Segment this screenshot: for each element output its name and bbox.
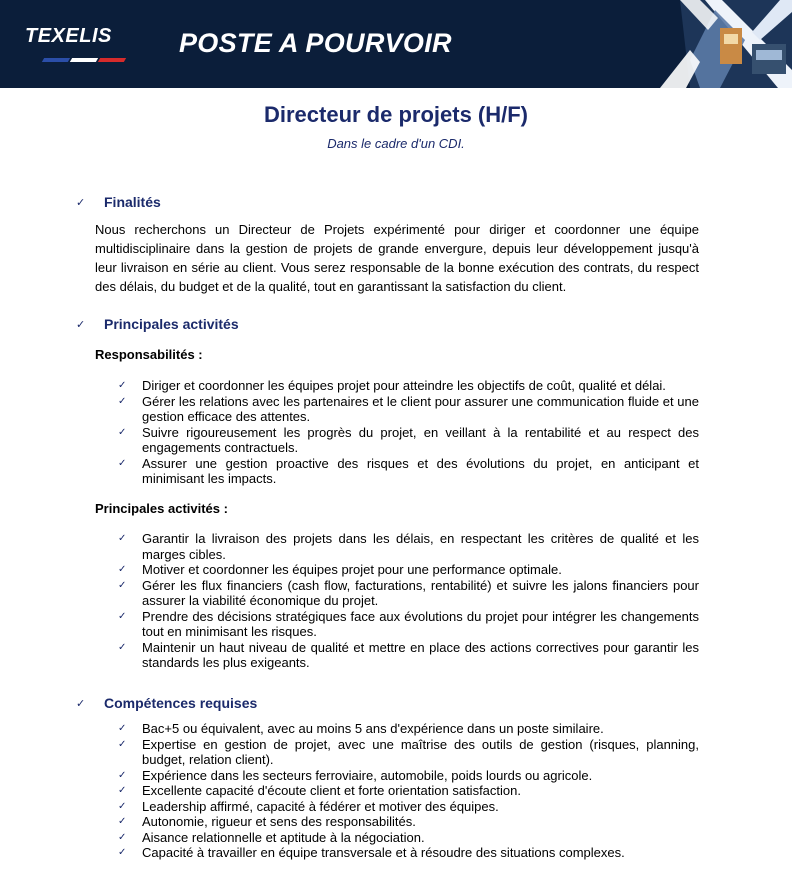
list-item: ✓ Diriger et coordonner les équipes projet pour atteindre les objectifs de coût, qualité et délai. xyxy=(118,378,666,393)
list-item: ✓ Garantir la livraison des projets dans les délais, en respectant les critères de qualité et les marges cibles. xyxy=(118,531,699,562)
list-item: ✓ Autonomie, rigueur et sens des responsabilités. xyxy=(118,814,416,829)
checkmark-icon: ✓ xyxy=(118,816,127,827)
texelis-logo xyxy=(25,25,125,69)
list-item: ✓ Suivre rigoureusement les progrès du projet, en veillant à la rentabilité et au respect des engagements contractuels. xyxy=(118,424,699,455)
principales-activites-heading: Principales activités : xyxy=(95,501,228,516)
checkmark-icon: ✓ xyxy=(76,196,86,209)
list-item: ✓ Expertise en gestion de projet, avec une maîtrise des outils de gestion (risques, planning, budget, relation client). xyxy=(118,736,699,767)
checkmark-icon: ✓ xyxy=(118,457,127,469)
brand-name: TEXELIS xyxy=(25,25,112,47)
checkmark-icon: ✓ xyxy=(118,831,127,843)
list-item: ✓ Aisance relationnelle et aptitude à la négociation. xyxy=(118,829,425,845)
list-item: ✓ Capacité à travailler en équipe transversale et à résoudre des situations complexes. xyxy=(118,845,625,860)
list-item: ✓ Motiver et coordonner les équipes projet pour une performance optimale. xyxy=(118,562,562,577)
checkmark-icon: ✓ xyxy=(118,723,127,734)
list-item: ✓ Gérer les relations avec les partenaires et le client pour assurer une communication fluide et une gestion efficace des attentes. xyxy=(118,393,699,424)
job-title: Directeur de projets (H/F) xyxy=(263,102,529,127)
header-title: POSTE A POURVOIR xyxy=(179,28,452,58)
list-item: ✓ Excellente capacité d'écoute client et forte orientation satisfaction. xyxy=(118,783,521,798)
checkmark-icon: ✓ xyxy=(118,769,127,781)
list-item: ✓ Expérience dans les secteurs ferroviaire, automobile, poids lourds ou agricole. xyxy=(118,767,593,783)
checkmark-icon: ✓ xyxy=(118,641,127,653)
checkmark-icon: ✓ xyxy=(118,380,127,391)
section-title: Finalités xyxy=(104,194,161,210)
checkmark-icon: ✓ xyxy=(118,426,127,438)
list-item: ✓ Gérer les flux financiers (cash flow, facturations, rentabilité) et suivre les jalons financiers pour assurer la viabilité économique du projet. xyxy=(118,577,699,608)
checkmark-icon: ✓ xyxy=(118,564,127,575)
responsabilites-heading: Responsabilités : xyxy=(95,347,203,362)
competences-list xyxy=(118,721,699,861)
checkmark-icon: ✓ xyxy=(76,318,86,331)
list-item: ✓ Bac+5 ou équivalent, avec au moins 5 ans d'expérience dans un poste similaire. xyxy=(118,721,604,736)
header-banner xyxy=(0,0,792,88)
flag-stripe-icon xyxy=(43,58,127,62)
checkmark-icon: ✓ xyxy=(118,395,127,407)
vehicles-collage-image xyxy=(660,0,792,88)
checkmark-icon: ✓ xyxy=(118,847,127,858)
section-title: Compétences requises xyxy=(104,695,258,711)
checkmark-icon: ✓ xyxy=(118,738,127,750)
responsabilites-list xyxy=(118,378,699,487)
list-item: ✓ Maintenir un haut niveau de qualité et mettre en place des actions correctives pour garantir les standards les plus exigeants. xyxy=(118,639,699,670)
checkmark-icon: ✓ xyxy=(118,533,127,544)
checkmark-icon: ✓ xyxy=(118,610,127,622)
checkmark-icon: ✓ xyxy=(76,697,86,710)
checkmark-icon: ✓ xyxy=(118,579,127,591)
list-item: ✓ Prendre des décisions stratégiques face aux évolutions du projet pour intégrer les changements tout en minimisant les risques. xyxy=(118,608,699,639)
checkmark-icon: ✓ xyxy=(118,785,127,796)
list-item: ✓ Assurer une gestion proactive des risques et des évolutions du projet, en anticipant et minimisant les impacts. xyxy=(118,455,699,486)
section-activites-heading xyxy=(76,314,239,334)
section-finalites-heading xyxy=(76,192,161,212)
principales-activites-list xyxy=(118,531,699,671)
section-competences-heading xyxy=(76,693,257,713)
section-title: Principales activités xyxy=(104,316,239,332)
checkmark-icon: ✓ xyxy=(118,800,127,812)
list-item: ✓ Leadership affirmé, capacité à fédérer et motiver des équipes. xyxy=(118,798,499,814)
contract-type: Dans le cadre d'un CDI. xyxy=(327,136,465,151)
finalites-paragraph: Nous recherchons un Directeur de Projets expérimenté pour diriger et coordonner une équipe multidisciplinaire dans la gestion de projets de grande envergure, depuis leur développement jusqu'à leur livraison en série au client. Vous serez responsable de la bonne exécution des contrats, du respect des délais, du budget et de la qualité, tout en garantissant la satisfaction du client. xyxy=(95,222,699,294)
